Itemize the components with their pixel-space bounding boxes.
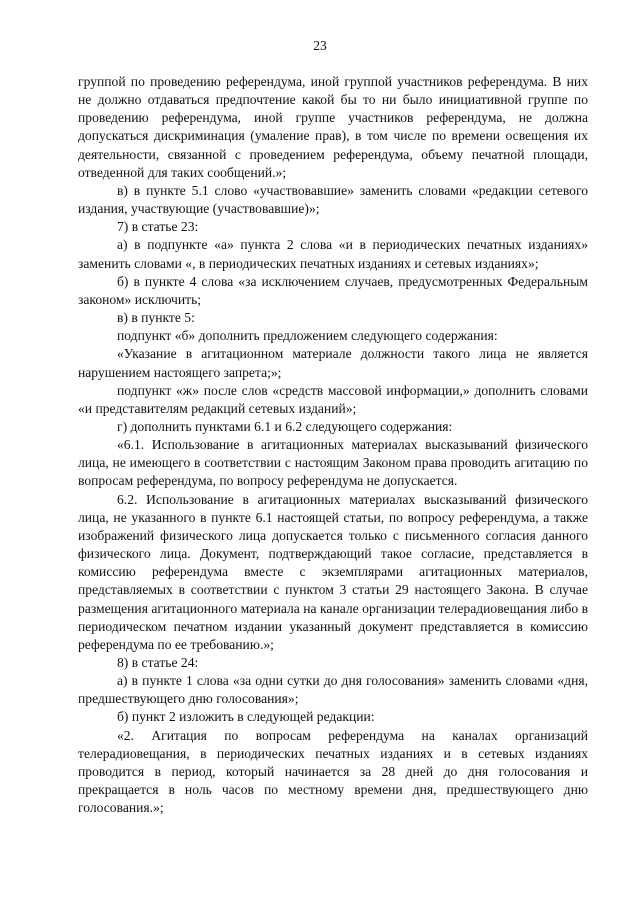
paragraph: а) в подпункте «а» пункта 2 слова «и в периодических печатных изданиях» заменить словами «, в периодических печатных изданиях и сетевых изданиях»;	[78, 237, 588, 271]
paragraph-continued: группой по проведению референдума, иной группой участников референдума. В них не должно отдаваться предпочтение какой бы то ни было инициативной группе по проведению референдума, иной группе участников референдума, не должна допускаться дискриминация (умаление прав), в том числе по времени освещения их деятельности, связанной с проведением референдума, объему печатной площади, отведенной для таких сообщений.»;	[78, 74, 588, 180]
paragraph: г) дополнить пунктами 6.1 и 6.2 следующего содержания:	[117, 418, 453, 434]
paragraph: «Указание в агитационном материале должности такого лица не является нарушением настоящего запрета;»;	[78, 346, 588, 380]
paragraph: б) пункт 2 изложить в следующей редакции:	[117, 709, 375, 725]
paragraph: подпункт «ж» после слов «средств массовой информации,» дополнить словами «и представителям редакций сетевых изданий»;	[78, 382, 588, 416]
paragraph: подпункт «б» дополнить предложением следующего содержания:	[117, 328, 498, 344]
paragraph: «2. Агитация по вопросам референдума на каналах организаций телерадиовещания, в периодических печатных изданиях и в сетевых изданиях проводится в период, который начинается за 28 дней до дня голосования и прекращается в ноль часов по местному времени дня, предшествующего дню голосования.»;	[78, 727, 588, 816]
paragraph: 8) в статье 24:	[117, 655, 199, 670]
page-number: 23	[313, 38, 327, 53]
paragraph: в) в пункте 5:	[117, 310, 195, 326]
document-body	[78, 73, 588, 817]
paragraph: 6.2. Использование в агитационных материалах высказываний физического лица, не указанного в пункте 6.1 настоящей статьи, по вопросу референдума, а также изображений физического лица допускается только с письменного согласия данного физического лица. Документ, подтверждающий такое согласие, представляется в комиссию референдума вместе с экземплярами агитационных материалов, представляемых в соответствии с пунктом 3 статьи 29 настоящего Закона. В случае размещения агитационного материала на канале организации телерадиовещания либо в периодическом печатном издании указанный документ представляется в комиссию референдума по ее требованию.»;	[78, 491, 588, 652]
paragraph: «6.1. Использование в агитационных материалах высказываний физического лица, не имеющего в соответствии с настоящим Законом права проводить агитацию по вопросам референдума, по вопросу референдума не допускается.	[78, 437, 588, 489]
paragraph: б) в пункте 4 слова «за исключением случаев, предусмотренных Федеральным законом» исключить;	[78, 273, 588, 307]
paragraph: в) в пункте 5.1 слово «участвовавшие» заменить словами «редакции сетевого издания, участвующие (участвовавшие)»;	[78, 182, 588, 217]
paragraph: 7) в статье 23:	[117, 219, 199, 235]
paragraph: а) в пункте 1 слова «за одни сутки до дня голосования» заменить словами «дня, предшествующего дню голосования»;	[78, 673, 588, 707]
